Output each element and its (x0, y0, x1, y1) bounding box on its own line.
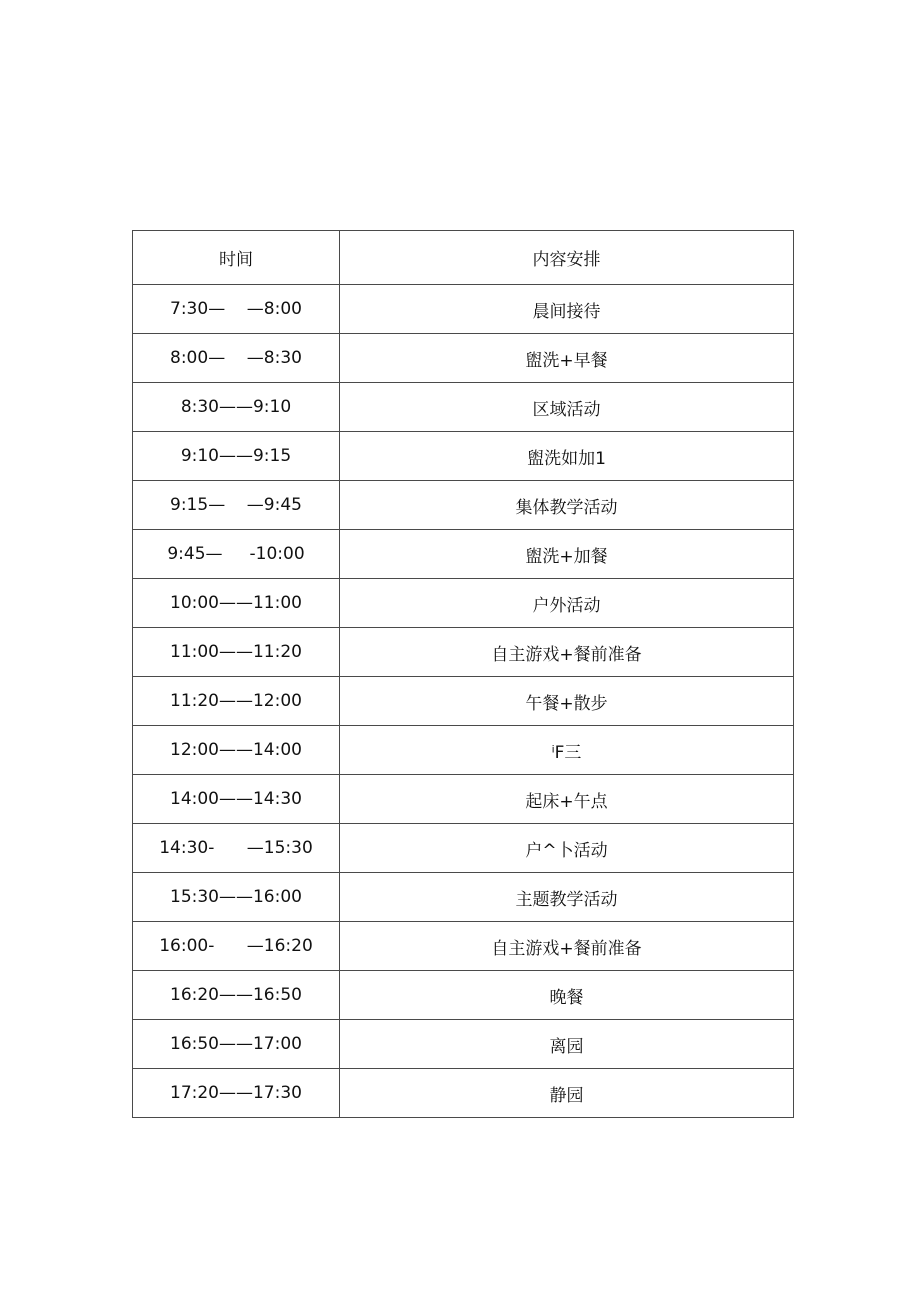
time-cell: 15:30——16:00 (133, 873, 340, 922)
content-cell: 离园 (340, 1020, 794, 1069)
time-cell: 9:10——9:15 (133, 432, 340, 481)
content-cell: 区域活动 (340, 383, 794, 432)
table-row (133, 481, 794, 530)
table-row (133, 530, 794, 579)
table-row (133, 285, 794, 334)
time-cell: 11:00——11:20 (133, 628, 340, 677)
time-cell: 9:45— -10:00 (133, 530, 340, 579)
table-row (133, 677, 794, 726)
table-row (133, 579, 794, 628)
time-cell: 7:30— —8:00 (133, 285, 340, 334)
header-row (133, 231, 794, 285)
time-cell: 16:50——17:00 (133, 1020, 340, 1069)
content-cell: 户外活动 (340, 579, 794, 628)
content-cell: 午餐+散步 (340, 677, 794, 726)
content-cell: 盥洗+早餐 (340, 334, 794, 383)
content-cell: 晨间接待 (340, 285, 794, 334)
table-row (133, 628, 794, 677)
time-cell: 16:00- —16:20 (133, 922, 340, 971)
table-row (133, 1069, 794, 1118)
time-cell: 14:00——14:30 (133, 775, 340, 824)
table-row (133, 726, 794, 775)
time-cell: 14:30- —15:30 (133, 824, 340, 873)
content-cell: 盥洗+加餐 (340, 530, 794, 579)
table-row (133, 971, 794, 1020)
time-cell: 9:15— —9:45 (133, 481, 340, 530)
content-cell: 静园 (340, 1069, 794, 1118)
time-cell: 16:20——16:50 (133, 971, 340, 1020)
table-row (133, 334, 794, 383)
time-column-header: 时间 (133, 231, 340, 285)
content-cell: 自主游戏+餐前准备 (340, 922, 794, 971)
content-cell: 主题教学活动 (340, 873, 794, 922)
time-cell: 12:00——14:00 (133, 726, 340, 775)
time-cell: 17:20——17:30 (133, 1069, 340, 1118)
content-cell: ⁱF三 (340, 726, 794, 775)
table-row (133, 824, 794, 873)
content-column-header: 内容安排 (340, 231, 794, 285)
content-cell: 盥洗如加1 (340, 432, 794, 481)
content-cell: 起床+午点 (340, 775, 794, 824)
time-cell: 10:00——11:00 (133, 579, 340, 628)
time-cell: 11:20——12:00 (133, 677, 340, 726)
table-row (133, 1020, 794, 1069)
daily-schedule-table (132, 230, 794, 1118)
content-cell: 户^卜活动 (340, 824, 794, 873)
content-cell: 自主游戏+餐前准备 (340, 628, 794, 677)
time-cell: 8:30——9:10 (133, 383, 340, 432)
table-row (133, 383, 794, 432)
table-row (133, 873, 794, 922)
table-row (133, 432, 794, 481)
content-cell: 集体教学活动 (340, 481, 794, 530)
table-row (133, 775, 794, 824)
content-cell: 晚餐 (340, 971, 794, 1020)
time-cell: 8:00— —8:30 (133, 334, 340, 383)
table-row (133, 922, 794, 971)
